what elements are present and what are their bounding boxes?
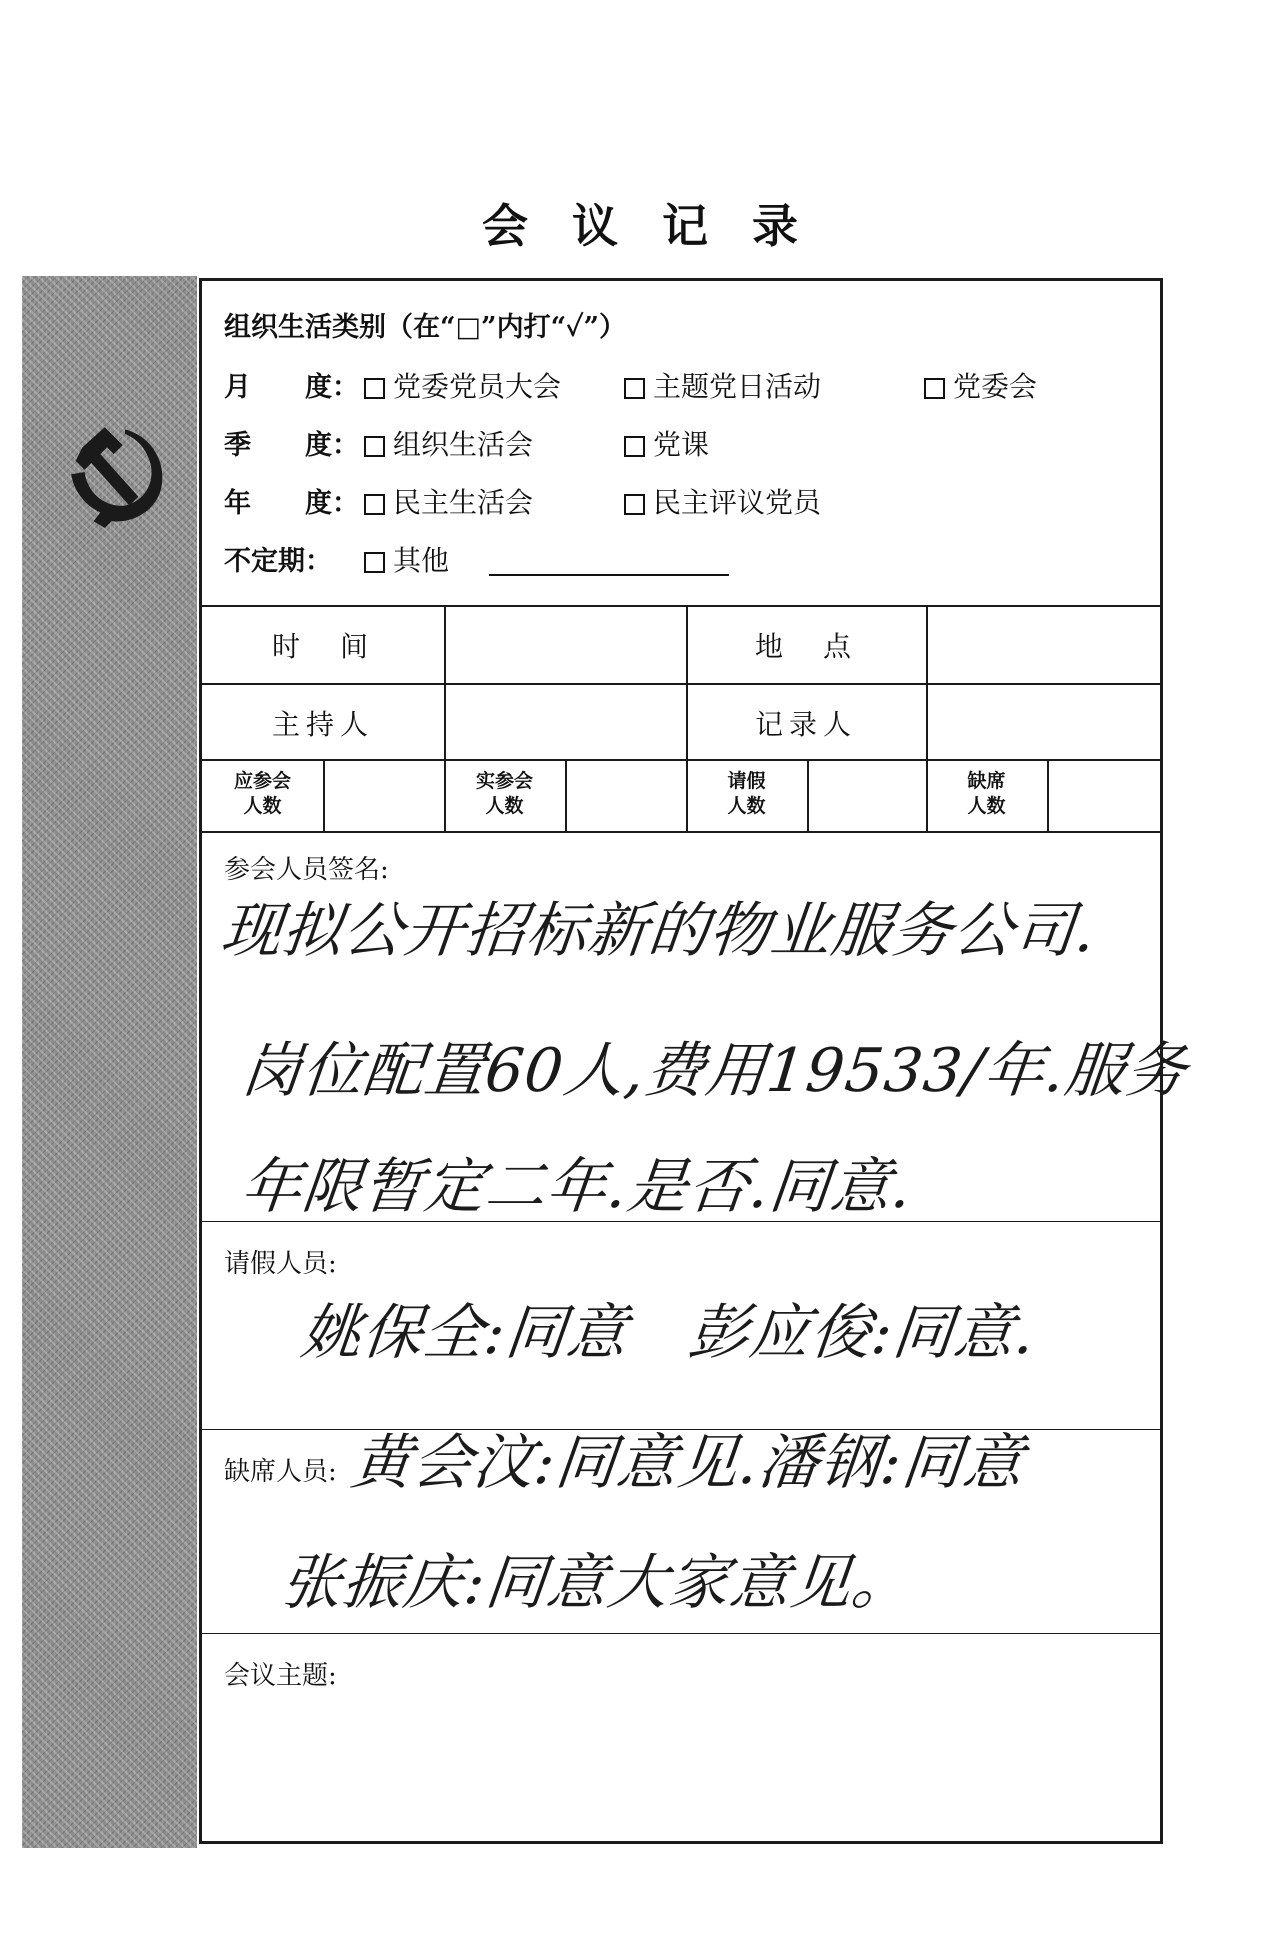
handwritten-line: 年限暂定二年.是否.同意. (237, 1152, 916, 1222)
divider (565, 759, 567, 831)
monthly-label: 月 度： (224, 372, 359, 403)
attendees-signature-label: 参会人员签名: (224, 855, 389, 885)
absent-people-label: 缺席人员: (224, 1457, 337, 1487)
recorder-label: 记录人 (754, 708, 857, 741)
party-emblem-icon (60, 416, 172, 528)
divider (202, 683, 1160, 685)
party-decorative-sidebar (22, 276, 197, 1848)
checkbox-icon[interactable] (364, 436, 385, 457)
page-title: 会议记录 (482, 199, 842, 253)
other-blank-line[interactable] (489, 574, 729, 576)
option-other[interactable]: 其他 (362, 539, 729, 579)
category-header: 组织生活类别（在“□”内打“✓”） (224, 312, 627, 343)
option-party-lecture[interactable]: 党课 (622, 423, 709, 463)
checkbox-icon[interactable] (624, 436, 645, 457)
meeting-record-form (199, 278, 1191, 1844)
option-party-committee-meeting[interactable]: 党委党员大会 (362, 365, 561, 405)
option-member-evaluation[interactable]: 民主评议党员 (622, 481, 821, 521)
quarterly-label: 季 度： (224, 430, 359, 461)
checkbox-icon[interactable] (624, 494, 645, 515)
should-attend-count-label: 应参会 人数 (233, 770, 291, 817)
option-organization-life-meeting[interactable]: 组织生活会 (362, 423, 533, 463)
checkbox-icon[interactable] (624, 378, 645, 399)
option-party-committee[interactable]: 党委会 (922, 365, 1037, 405)
divider (202, 1633, 1160, 1634)
divider (202, 605, 1160, 607)
irregular-label: 不定期： (224, 546, 332, 577)
handwritten-line: 张振庆:同意大家意见。 (277, 1548, 917, 1618)
host-label: 主持人 (271, 708, 374, 741)
divider (202, 759, 1160, 761)
option-democratic-life-meeting[interactable]: 民主生活会 (362, 481, 533, 521)
leave-count-label: 请假 人数 (727, 770, 766, 817)
handwritten-line: 岗位配置60人,费用19533/年.服务 (237, 1036, 1191, 1106)
divider (807, 759, 809, 831)
time-label: 时 间 (271, 630, 374, 663)
leave-people-label: 请假人员: (224, 1249, 337, 1279)
checkbox-icon[interactable] (364, 552, 385, 573)
meeting-topic-label: 会议主题: (224, 1661, 337, 1691)
divider (202, 831, 1160, 833)
handwritten-line: 姚保全:同意 彭应俊:同意. (297, 1298, 1039, 1368)
option-theme-party-day[interactable]: 主题党日活动 (622, 365, 821, 405)
checkbox-icon[interactable] (364, 378, 385, 399)
actual-attend-count-label: 实参会 人数 (475, 770, 533, 817)
checkbox-icon[interactable] (924, 378, 945, 399)
divider (323, 759, 325, 831)
place-label: 地 点 (754, 630, 857, 663)
checkbox-icon[interactable] (364, 494, 385, 515)
handwritten-line: 黄会汶:同意见.潘钢:同意 (347, 1428, 1028, 1498)
absent-count-label: 缺席 人数 (967, 770, 1006, 817)
yearly-label: 年 度： (224, 488, 359, 519)
divider (1047, 759, 1049, 831)
handwritten-line: 现拟公开招标新的物业服务公司. (217, 896, 1100, 966)
